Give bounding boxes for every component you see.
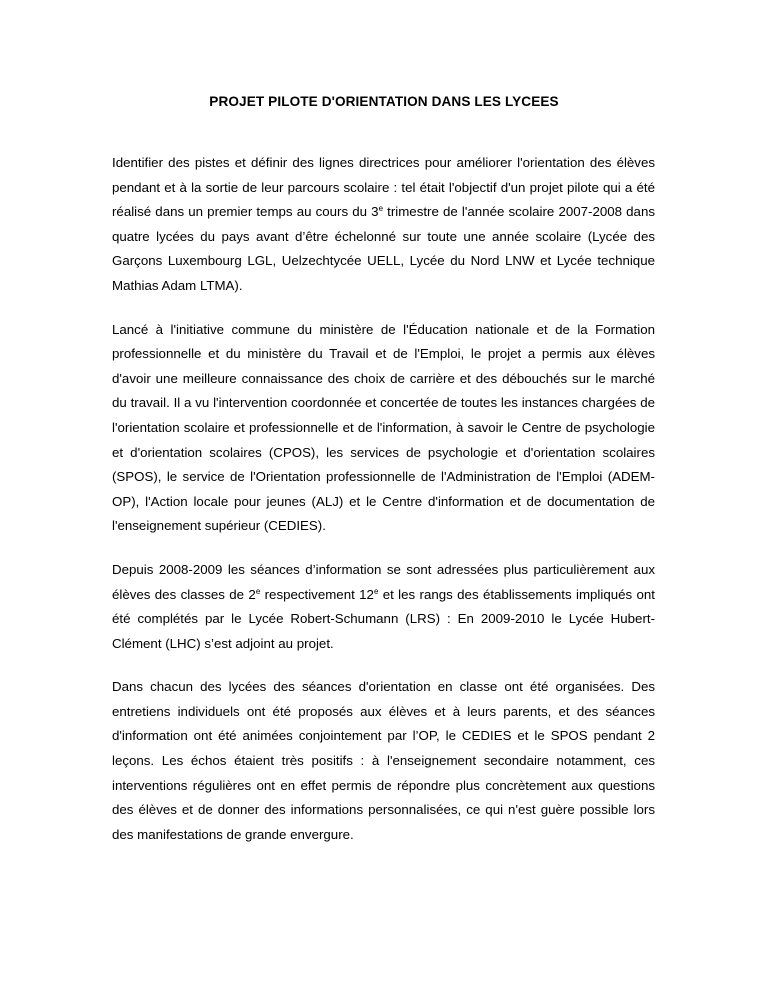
superscript: e [373, 586, 379, 596]
document-title: PROJET PILOTE D'ORIENTATION DANS LES LYCEES [209, 94, 559, 109]
paragraph-text: Depuis 2008-2009 les séances d’information se sont adressées plus particulièrement aux élèves des classes de 2 [112, 561, 655, 602]
paragraph-text: Lancé à l'initiative commune du ministère de l'Éducation nationale et de la Formation professionnelle et du ministère du Travail et de l'Emploi, le projet a permis aux élèves d'avoir une meilleure connaissance des choix de carrière et des débouchés sur le marché du travail. Il a vu l'intervention coordonnée et concertée de toutes les instances chargées de l'orientation scolaire et professionnelle et de l'information, à savoir le Centre de psychologie et d'orientation scolaires (CPOS), les services de psychologie et d'orientation scolaires (SPOS), le service de l'Orientation professionnelle de l'Administration de l'Emploi (ADEM-OP), l'Action locale pour jeunes (ALJ) et le Centre d'information et de documentation de l'enseignement supérieur (CEDIES). [112, 321, 655, 534]
paragraph-4 [112, 675, 655, 847]
document-body [112, 151, 655, 866]
paragraph-text: Identifier des pistes et définir des lignes directrices pour améliorer l'orientation des élèves pendant et à la sortie de leur parcours scolaire : tel était l'objectif d'un projet pilote qui a été réalisé dans un premier temps au cours du 3 [112, 155, 655, 220]
paragraph-text: trimestre de l'année scolaire 2007-2008 dans quatre lycées du pays avant d’être échelonné sur toute une année scolaire (Lycée des Garçons Luxembourg LGL, Uelzechtycée UELL, Lycée du Nord LNW et Lycée technique Mathias Adam LTMA). [112, 204, 655, 293]
paragraph-text: respectivement 12 [260, 586, 374, 602]
paragraph-3 [112, 558, 655, 656]
paragraph-text: Dans chacun des lycées des séances d'orientation en classe ont été organisées. Des entretiens individuels ont été proposés aux élèves et à leurs parents, et des séances d'information ont été animées conjointement par l’OP, le CEDIES et le SPOS pendant 2 leçons. Les échos étaient très positifs : à l'enseignement secondaire notamment, ces interventions régulières ont en effet permis de répondre plus concrètement aux questions des élèves et de donner des informations personnalisées, ce qui n'est guère possible lors des manifestations de grande envergure. [112, 679, 655, 842]
paragraph-1 [112, 151, 655, 299]
superscript: e [378, 204, 384, 214]
paragraph-2 [112, 318, 655, 539]
paragraph-text: et les rangs des établissements impliqués ont été complétés par le Lycée Robert-Schumann (LRS) : En 2009-2010 le Lycée Hubert-Clément (LHC) s’est adjoint au projet. [112, 586, 655, 651]
superscript: e [255, 586, 261, 596]
